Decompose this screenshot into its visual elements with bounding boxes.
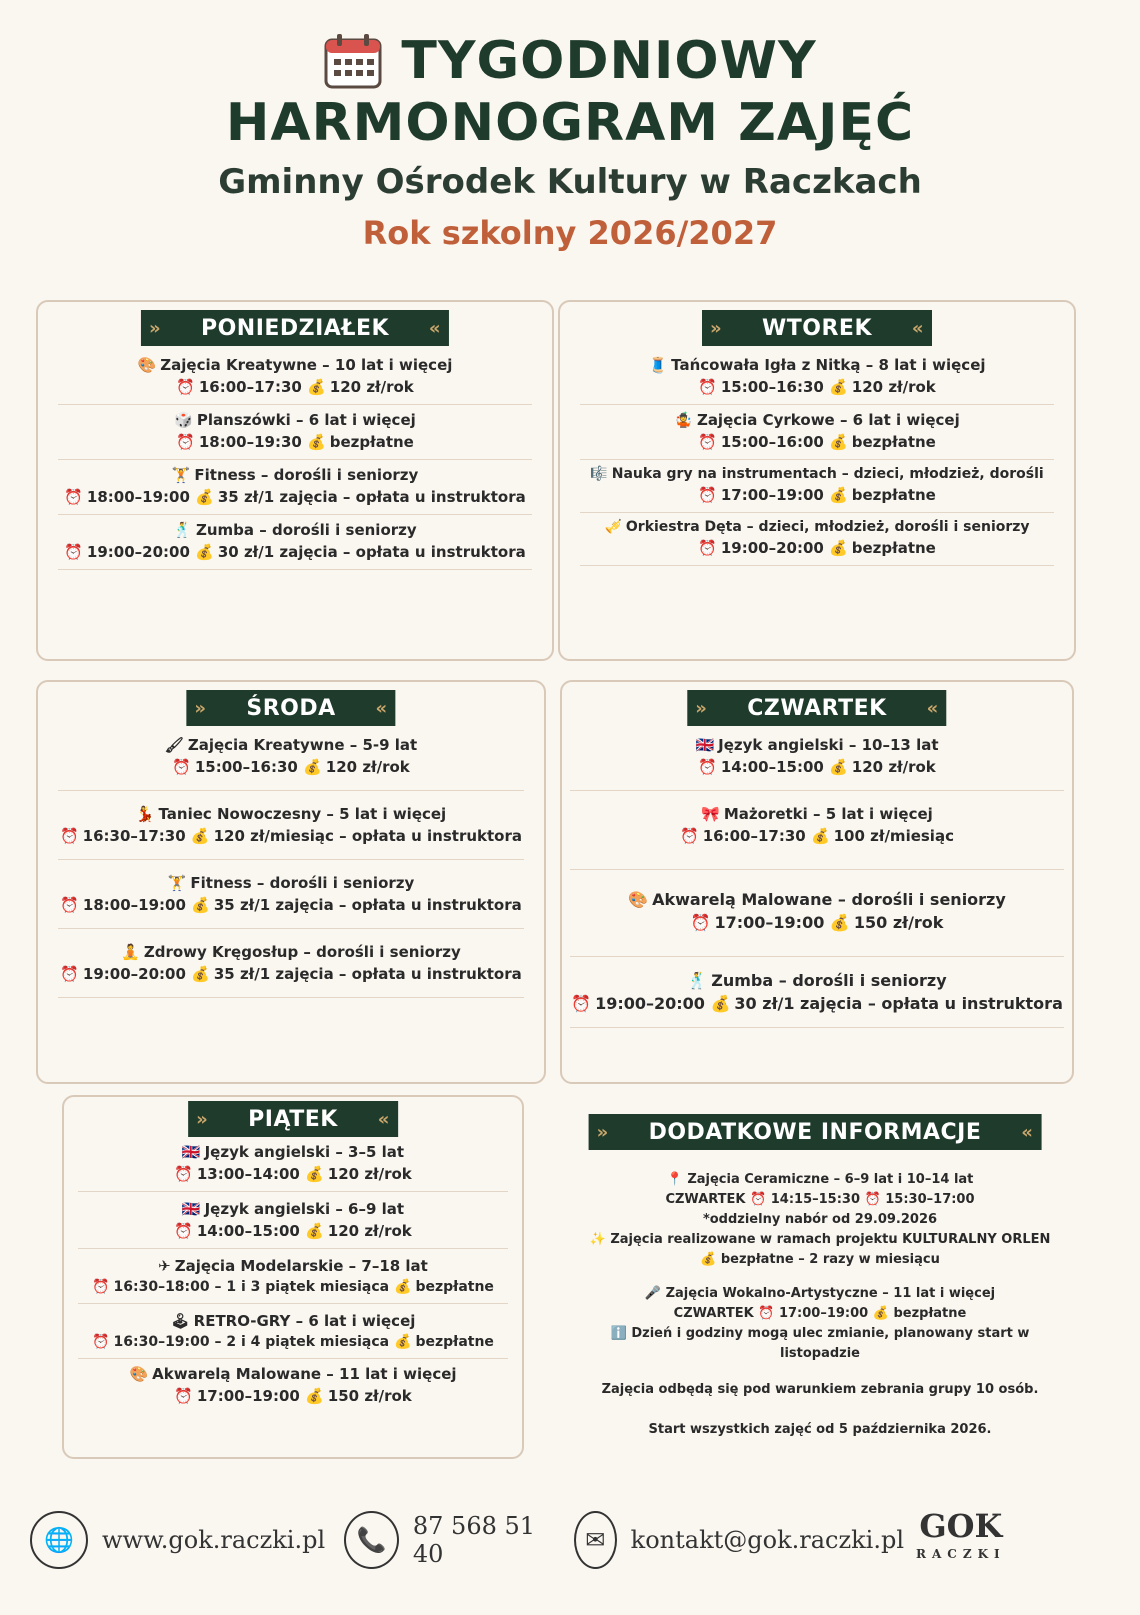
clock-icon: ⏰ [698, 758, 717, 776]
list-item: 🎲 Planszówki – 6 lat i więcej ⏰ 18:00–19:30 💰 bezpłatne [58, 405, 532, 460]
subtitle: Gminny Ośrodek Kultury w Raczkach [218, 162, 922, 202]
list-item: 🎨 Akwarelą Malowane – dorośli i seniorzy ⏰ 17:00–19:00 💰 150 zł/rok [570, 870, 1064, 957]
day-card-tuesday [558, 300, 1076, 661]
day-name: PIĄTEK [248, 1106, 338, 1132]
money-bag-icon: 💰 [394, 1334, 412, 1350]
list-item: 🏋 Fitness – dorośli i seniorzy ⏰ 18:00–19:00 💰 35 zł/1 zajęcia – opłata u instruktora [58, 460, 532, 515]
activity-icon: 🏋 [171, 466, 191, 484]
money-bag-icon: 💰 [710, 994, 731, 1013]
activity-icon: 🕹 [170, 1312, 190, 1330]
money-bag-icon: 💰 [829, 539, 848, 557]
list-item: ✈ Zajęcia Modelarskie – 7–18 lat ⏰ 16:30–18:00 – 1 i 3 piątek miesiąca 💰 bezpłatne [78, 1249, 508, 1304]
list-item: 💃 Taniec Nowoczesny – 5 lat i więcej ⏰ 16:30–17:30 💰 120 zł/miesiąc – opłata u instruktora [58, 791, 524, 860]
clock-icon: ⏰ [174, 1387, 193, 1405]
clock-icon: ⏰ [174, 1165, 193, 1183]
list-item: 🧵 Tańcowała Igła z Nitką – 8 lat i więcej ⏰ 15:00–16:30 💰 120 zł/rok [580, 350, 1054, 405]
activity-icon: 🎲 [174, 411, 193, 429]
clock-icon: ⏰ [698, 486, 717, 504]
info-icon: ℹ️ [610, 1326, 627, 1341]
money-bag-icon: 💰 [394, 1279, 412, 1295]
activity-icon: 🏋 [167, 874, 187, 892]
clock-icon: ⏰ [92, 1279, 110, 1295]
day-banner: » PONIEDZIAŁEK « [141, 310, 449, 346]
phone-number[interactable]: 87 568 51 40 [412, 1512, 536, 1568]
day-name: ŚRODA [246, 695, 336, 721]
clock-icon: ⏰ [698, 433, 717, 451]
clock-icon: ⏰ [698, 378, 717, 396]
day-name: PONIEDZIAŁEK [200, 315, 390, 341]
money-bag-icon: 💰 [829, 433, 848, 451]
activity-icon: 🕺 [173, 521, 192, 539]
money-bag-icon: 💰 [307, 433, 326, 451]
activity-icon: 🖌 [164, 736, 184, 754]
money-bag-icon: 💰 [810, 827, 830, 845]
email-item[interactable] [574, 1511, 904, 1569]
clock-icon: ⏰ [176, 433, 195, 451]
activity-icon: 🎨 [129, 1365, 149, 1383]
clock-icon: ⏰ [690, 913, 711, 932]
money-bag-icon: 💰 [303, 758, 322, 776]
money-bag-icon: 💰 [195, 488, 214, 506]
money-bag-icon: 💰 [872, 1306, 889, 1321]
footer [30, 1505, 1110, 1575]
envelope-icon: ✉ [574, 1511, 617, 1569]
list-item: 🎺 Orkiestra Dęta – dzieci, młodzież, dorośli i seniorzy ⏰ 19:00–20:00 💰 bezpłatne [580, 513, 1054, 566]
money-bag-icon: 💰 [195, 543, 214, 561]
clock-icon: ⏰ [172, 758, 191, 776]
money-bag-icon: 💰 [190, 827, 210, 845]
day-banner: » ŚRODA « [186, 690, 395, 726]
clock-icon: ⏰ [176, 378, 195, 396]
additional-info: 📍 Zajęcia Ceramiczne – 6–9 lat i 10–14 lat CZWARTEK ⏰ 14:15–15:30 ⏰ 15:30–17:00 *oddzielny nabór od 29.09.2026 ✨ Zajęcia realizowane w ramach projektu KULTURALNY ORLEN 💰 bezpłatne – 2 razy w miesiącu 🎤 Zajęcia Wokalno-Artystyczne – 11 lat i więcej CZWARTEK ⏰ 17:00–19:00 💰 bezpłatne ℹ️ Dzień i godziny mogą ulec zmianie, planowany start w listopadzie Zajęcia odbędą się pod warunkiem zebrania grupy 10 osób. Start wszystkich zajęć od 5 października 2026. [589, 1172, 1051, 1437]
money-bag-icon: 💰 [305, 1387, 324, 1405]
info-heading: DODATKOWE INFORMACJE [648, 1119, 982, 1145]
list-item: 🤹 Zajęcia Cyrkowe – 6 lat i więcej ⏰ 15:00–16:00 💰 bezpłatne [580, 405, 1054, 460]
day-name: WTOREK [762, 315, 872, 341]
gok-logo: GOK RACZKI [916, 1507, 1006, 1561]
globe-icon: 🌐 [30, 1511, 88, 1569]
money-bag-icon: 💰 [829, 758, 848, 776]
clock-icon: ⏰ [60, 965, 79, 983]
activity-icon: 🎀 [701, 805, 720, 823]
clock-icon: ⏰ [864, 1192, 881, 1207]
school-year: Rok szkolny 2026/2027 [362, 214, 778, 252]
money-bag-icon: 💰 [191, 965, 210, 983]
title-line1: TYGODNIOWY [401, 31, 817, 91]
list-item: 🎨 Zajęcia Kreatywne – 10 lat i więcej ⏰ 16:00–17:30 💰 120 zł/rok [58, 350, 532, 405]
money-bag-icon: 💰 [700, 1252, 717, 1267]
day-banner: » PIĄTEK « [188, 1101, 398, 1137]
activity-icon: 🧘 [121, 943, 140, 961]
list-item: 🕺 Zumba – dorośli i seniorzy ⏰ 19:00–20:00 💰 30 zł/1 zajęcia – opłata u instruktora [570, 957, 1064, 1028]
money-bag-icon: 💰 [191, 896, 210, 914]
day-banner: » WTOREK « [702, 310, 932, 346]
clock-icon: ⏰ [750, 1192, 767, 1207]
website-link[interactable]: www.gok.raczki.pl [102, 1526, 326, 1554]
day-card-monday [36, 300, 554, 661]
list-item: 🎨 Akwarelą Malowane – 11 lat i więcej ⏰ 17:00–19:00 💰 150 zł/rok [129, 1365, 457, 1405]
activity-icon: 🎨 [628, 890, 649, 909]
phone-icon: 📞 [344, 1511, 399, 1569]
clock-icon: ⏰ [571, 994, 592, 1013]
title-line2: HARMONOGRAM ZAJĘĆ [225, 93, 915, 153]
header [0, 30, 1140, 252]
money-bag-icon: 💰 [829, 913, 850, 932]
activity-icon: 🎼 [590, 466, 608, 482]
activity-icon: 💃 [135, 805, 155, 823]
list-item: 🏋 Fitness – dorośli i seniorzy ⏰ 18:00–19:00 💰 35 zł/1 zajęcia – opłata u instruktora [58, 860, 524, 929]
day-card-thursday [560, 680, 1074, 1084]
list-item: 🇬🇧 Język angielski – 10–13 lat ⏰ 14:00–15:00 💰 120 zł/rok [570, 730, 1064, 791]
activity-icon: 🎨 [137, 356, 157, 374]
clock-icon: ⏰ [59, 827, 79, 845]
list-item: 🎼 Nauka gry na instrumentach – dzieci, młodzież, dorośli ⏰ 17:00–19:00 💰 bezpłatne [580, 460, 1054, 513]
activity-icon: 🇬🇧 [695, 736, 715, 754]
phone-item[interactable] [344, 1511, 564, 1569]
list-item: 🇬🇧 Język angielski – 3–5 lat ⏰ 13:00–14:00 💰 120 zł/rok [78, 1139, 508, 1192]
list-item: 🕺 Zumba – dorośli i seniorzy ⏰ 19:00–20:00 💰 30 zł/1 zajęcia – opłata u instruktora [58, 515, 532, 570]
activity-icon: ✈ [158, 1257, 171, 1275]
money-bag-icon: 💰 [307, 378, 326, 396]
clock-icon: ⏰ [174, 1222, 193, 1240]
sparkles-icon: ✨ [589, 1232, 606, 1247]
clock-icon: ⏰ [64, 488, 83, 506]
money-bag-icon: 💰 [829, 486, 848, 504]
activity-icon: 🧵 [648, 356, 668, 374]
list-item: 🎀 Mażoretki – 5 lat i więcej ⏰ 16:00–17:30 💰 100 zł/miesiąc [570, 791, 1064, 870]
website-item[interactable] [30, 1511, 340, 1569]
day-banner: » CZWARTEK « [687, 690, 946, 726]
day-name: CZWARTEK [747, 695, 887, 721]
activity-icon: 🎺 [604, 519, 622, 535]
activity-icon: 🇬🇧 [181, 1200, 201, 1218]
money-bag-icon: 💰 [305, 1222, 324, 1240]
activity-icon: 🤹 [674, 411, 693, 429]
pin-icon: 📍 [666, 1172, 683, 1187]
info-banner: » DODATKOWE INFORMACJE « [589, 1114, 1042, 1150]
clock-icon: ⏰ [92, 1334, 110, 1350]
clock-icon: ⏰ [60, 896, 79, 914]
day-card-wednesday [36, 680, 546, 1084]
activity-icon: 🇬🇧 [181, 1143, 201, 1161]
microphone-icon: 🎤 [644, 1286, 662, 1301]
list-item: 🖌 Zajęcia Kreatywne – 5-9 lat ⏰ 15:00–16:30 💰 120 zł/rok [58, 730, 524, 791]
clock-icon: ⏰ [64, 543, 83, 561]
clock-icon: ⏰ [680, 827, 699, 845]
money-bag-icon: 💰 [305, 1165, 324, 1183]
list-item: 🧘 Zdrowy Kręgosłup – dorośli i seniorzy ⏰ 19:00–20:00 💰 35 zł/1 zajęcia – opłata u instruktora [58, 929, 524, 998]
activity-icon: 🕺 [687, 971, 708, 990]
list-item: 🇬🇧 Język angielski – 6–9 lat ⏰ 14:00–15:00 💰 120 zł/rok [78, 1192, 508, 1249]
calendar-icon [323, 32, 383, 90]
clock-icon: ⏰ [758, 1306, 775, 1321]
email-link[interactable]: kontakt@gok.raczki.pl [630, 1526, 904, 1554]
list-item: 🕹 RETRO-GRY – 6 lat i więcej ⏰ 16:30–19:00 – 2 i 4 piątek miesiąca 💰 bezpłatne [78, 1304, 508, 1359]
money-bag-icon: 💰 [829, 378, 848, 396]
clock-icon: ⏰ [698, 539, 717, 557]
day-card-friday [62, 1095, 524, 1459]
